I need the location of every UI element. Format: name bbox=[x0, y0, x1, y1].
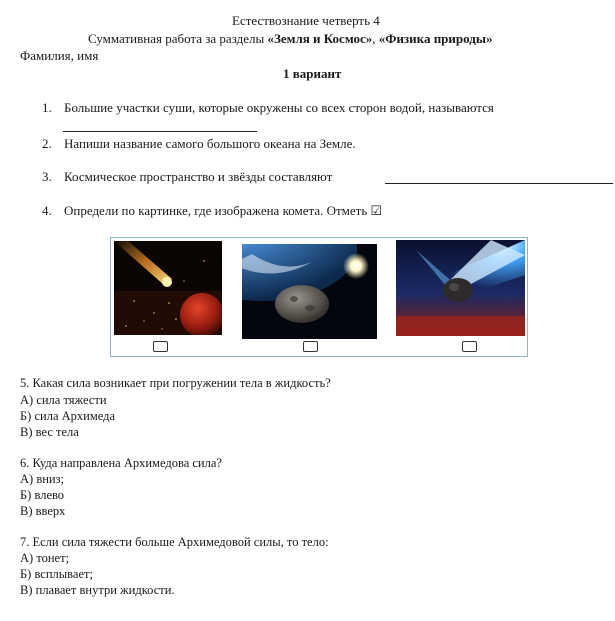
title-comma: , bbox=[372, 31, 379, 46]
q6-option-c: В) вверх bbox=[20, 504, 66, 518]
q5-option-c: В) вес тела bbox=[20, 425, 79, 439]
question-text: Напиши название самого большого океана на Земле. bbox=[64, 136, 356, 151]
question-6: 6. Куда направлена Архимедова сила? bbox=[20, 456, 222, 470]
q5-option-b: Б) сила Архимеда bbox=[20, 409, 116, 423]
question-text: Большие участки суши, которые окружены со всех сторон водой, называются bbox=[64, 100, 494, 115]
name-label: Фамилия, имя bbox=[20, 48, 99, 63]
comet-checkbox-3[interactable] bbox=[462, 341, 477, 352]
answer-line-1[interactable] bbox=[63, 131, 257, 132]
work-title bbox=[88, 31, 493, 47]
question-1 bbox=[42, 100, 494, 116]
variant-label: 1 вариант bbox=[283, 66, 342, 81]
question-text: Космическое пространство и звёзды составляют bbox=[64, 169, 333, 184]
q7-option-c: В) плавает внутри жидкости. bbox=[20, 583, 175, 597]
question-number: 2. bbox=[42, 136, 52, 151]
section-physics: «Физика природы» bbox=[378, 31, 493, 46]
question-number: 1. bbox=[42, 100, 52, 115]
q6-option-a: А) вниз; bbox=[20, 472, 65, 486]
question-2 bbox=[42, 136, 356, 152]
comet-checkbox-2[interactable] bbox=[303, 341, 318, 352]
q7-option-b: Б) всплывает; bbox=[20, 567, 93, 581]
comet-blue-picture bbox=[396, 240, 525, 336]
answer-line-3[interactable] bbox=[385, 183, 613, 184]
comet-streak-icon bbox=[114, 241, 222, 335]
question-7: 7. Если сила тяжести больше Архимедовой силы, то тело: bbox=[20, 535, 329, 549]
question-4 bbox=[42, 203, 382, 219]
comet-checkbox-1[interactable] bbox=[153, 341, 168, 352]
question-5: 5. Какая сила возникает при погружении тела в жидкость? bbox=[20, 376, 331, 390]
q6-option-b: Б) влево bbox=[20, 488, 65, 502]
question-number: 3. bbox=[42, 169, 52, 184]
q5-option-a: А) сила тяжести bbox=[20, 393, 107, 407]
asteroid-icon bbox=[242, 244, 377, 339]
comet-meteor-picture bbox=[114, 241, 222, 335]
asteroid-earth-picture bbox=[242, 244, 377, 339]
question-number: 4. bbox=[42, 203, 52, 218]
question-text: Определи по картинке, где изображена комета. Отметь ☑ bbox=[64, 203, 383, 218]
question-3 bbox=[42, 169, 332, 185]
q7-option-a: А) тонет; bbox=[20, 551, 70, 565]
work-title-prefix: Суммативная работа за разделы bbox=[88, 31, 268, 46]
section-earth-space: «Земля и Космос» bbox=[267, 31, 373, 46]
subject-title: Естествознание четверть 4 bbox=[232, 13, 380, 28]
comet-tail-icon bbox=[396, 240, 525, 336]
